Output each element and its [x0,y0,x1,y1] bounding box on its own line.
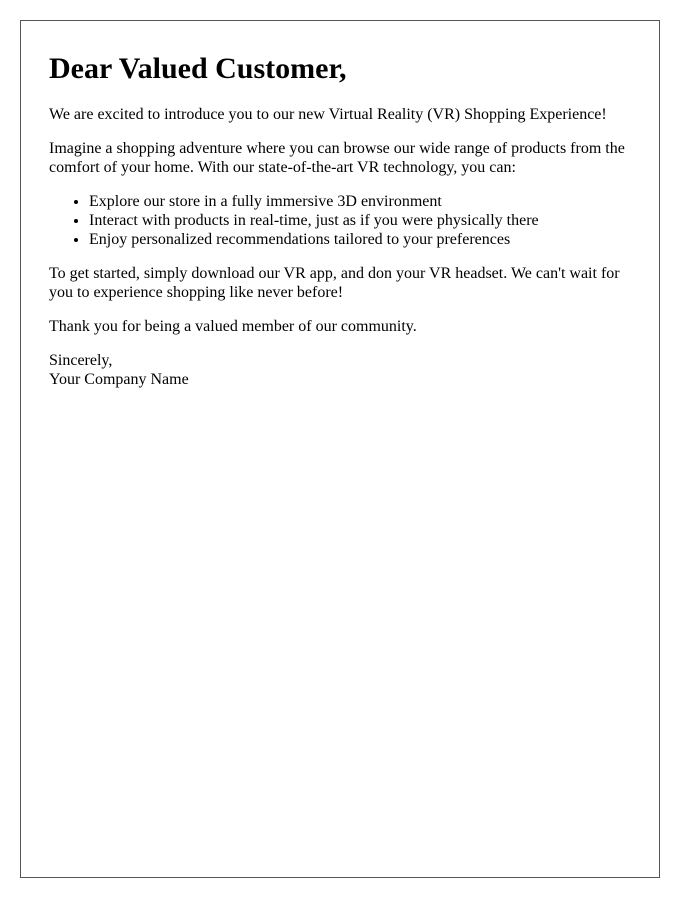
letter-container [20,20,660,878]
feature-list-item: • Explore our store in a fully immersive 3D environment [89,192,631,211]
letter-greeting: Dear Valued Customer, [49,52,347,85]
body-paragraph: Imagine a shopping adventure where you can browse our wide range of products from the comfort of your home. With our state-of-the-art VR technology, you can: [49,140,625,176]
call-to-action-paragraph: To get started, simply download our VR app, and don your VR headset. We can't wait for you to experience shopping like never before! [49,265,620,301]
feature-list [49,192,631,249]
feature-list-item: • Interact with products in real-time, just as if you were physically there [89,211,631,230]
intro-paragraph: We are excited to introduce you to our new Virtual Reality (VR) Shopping Experience! [49,106,607,123]
thanks-paragraph: Thank you for being a valued member of our community. [49,318,417,335]
feature-list-item: • Enjoy personalized recommendations tailored to your preferences [89,230,631,249]
signature: Your Company Name [49,371,189,388]
closing-line: Sincerely, [49,352,113,369]
